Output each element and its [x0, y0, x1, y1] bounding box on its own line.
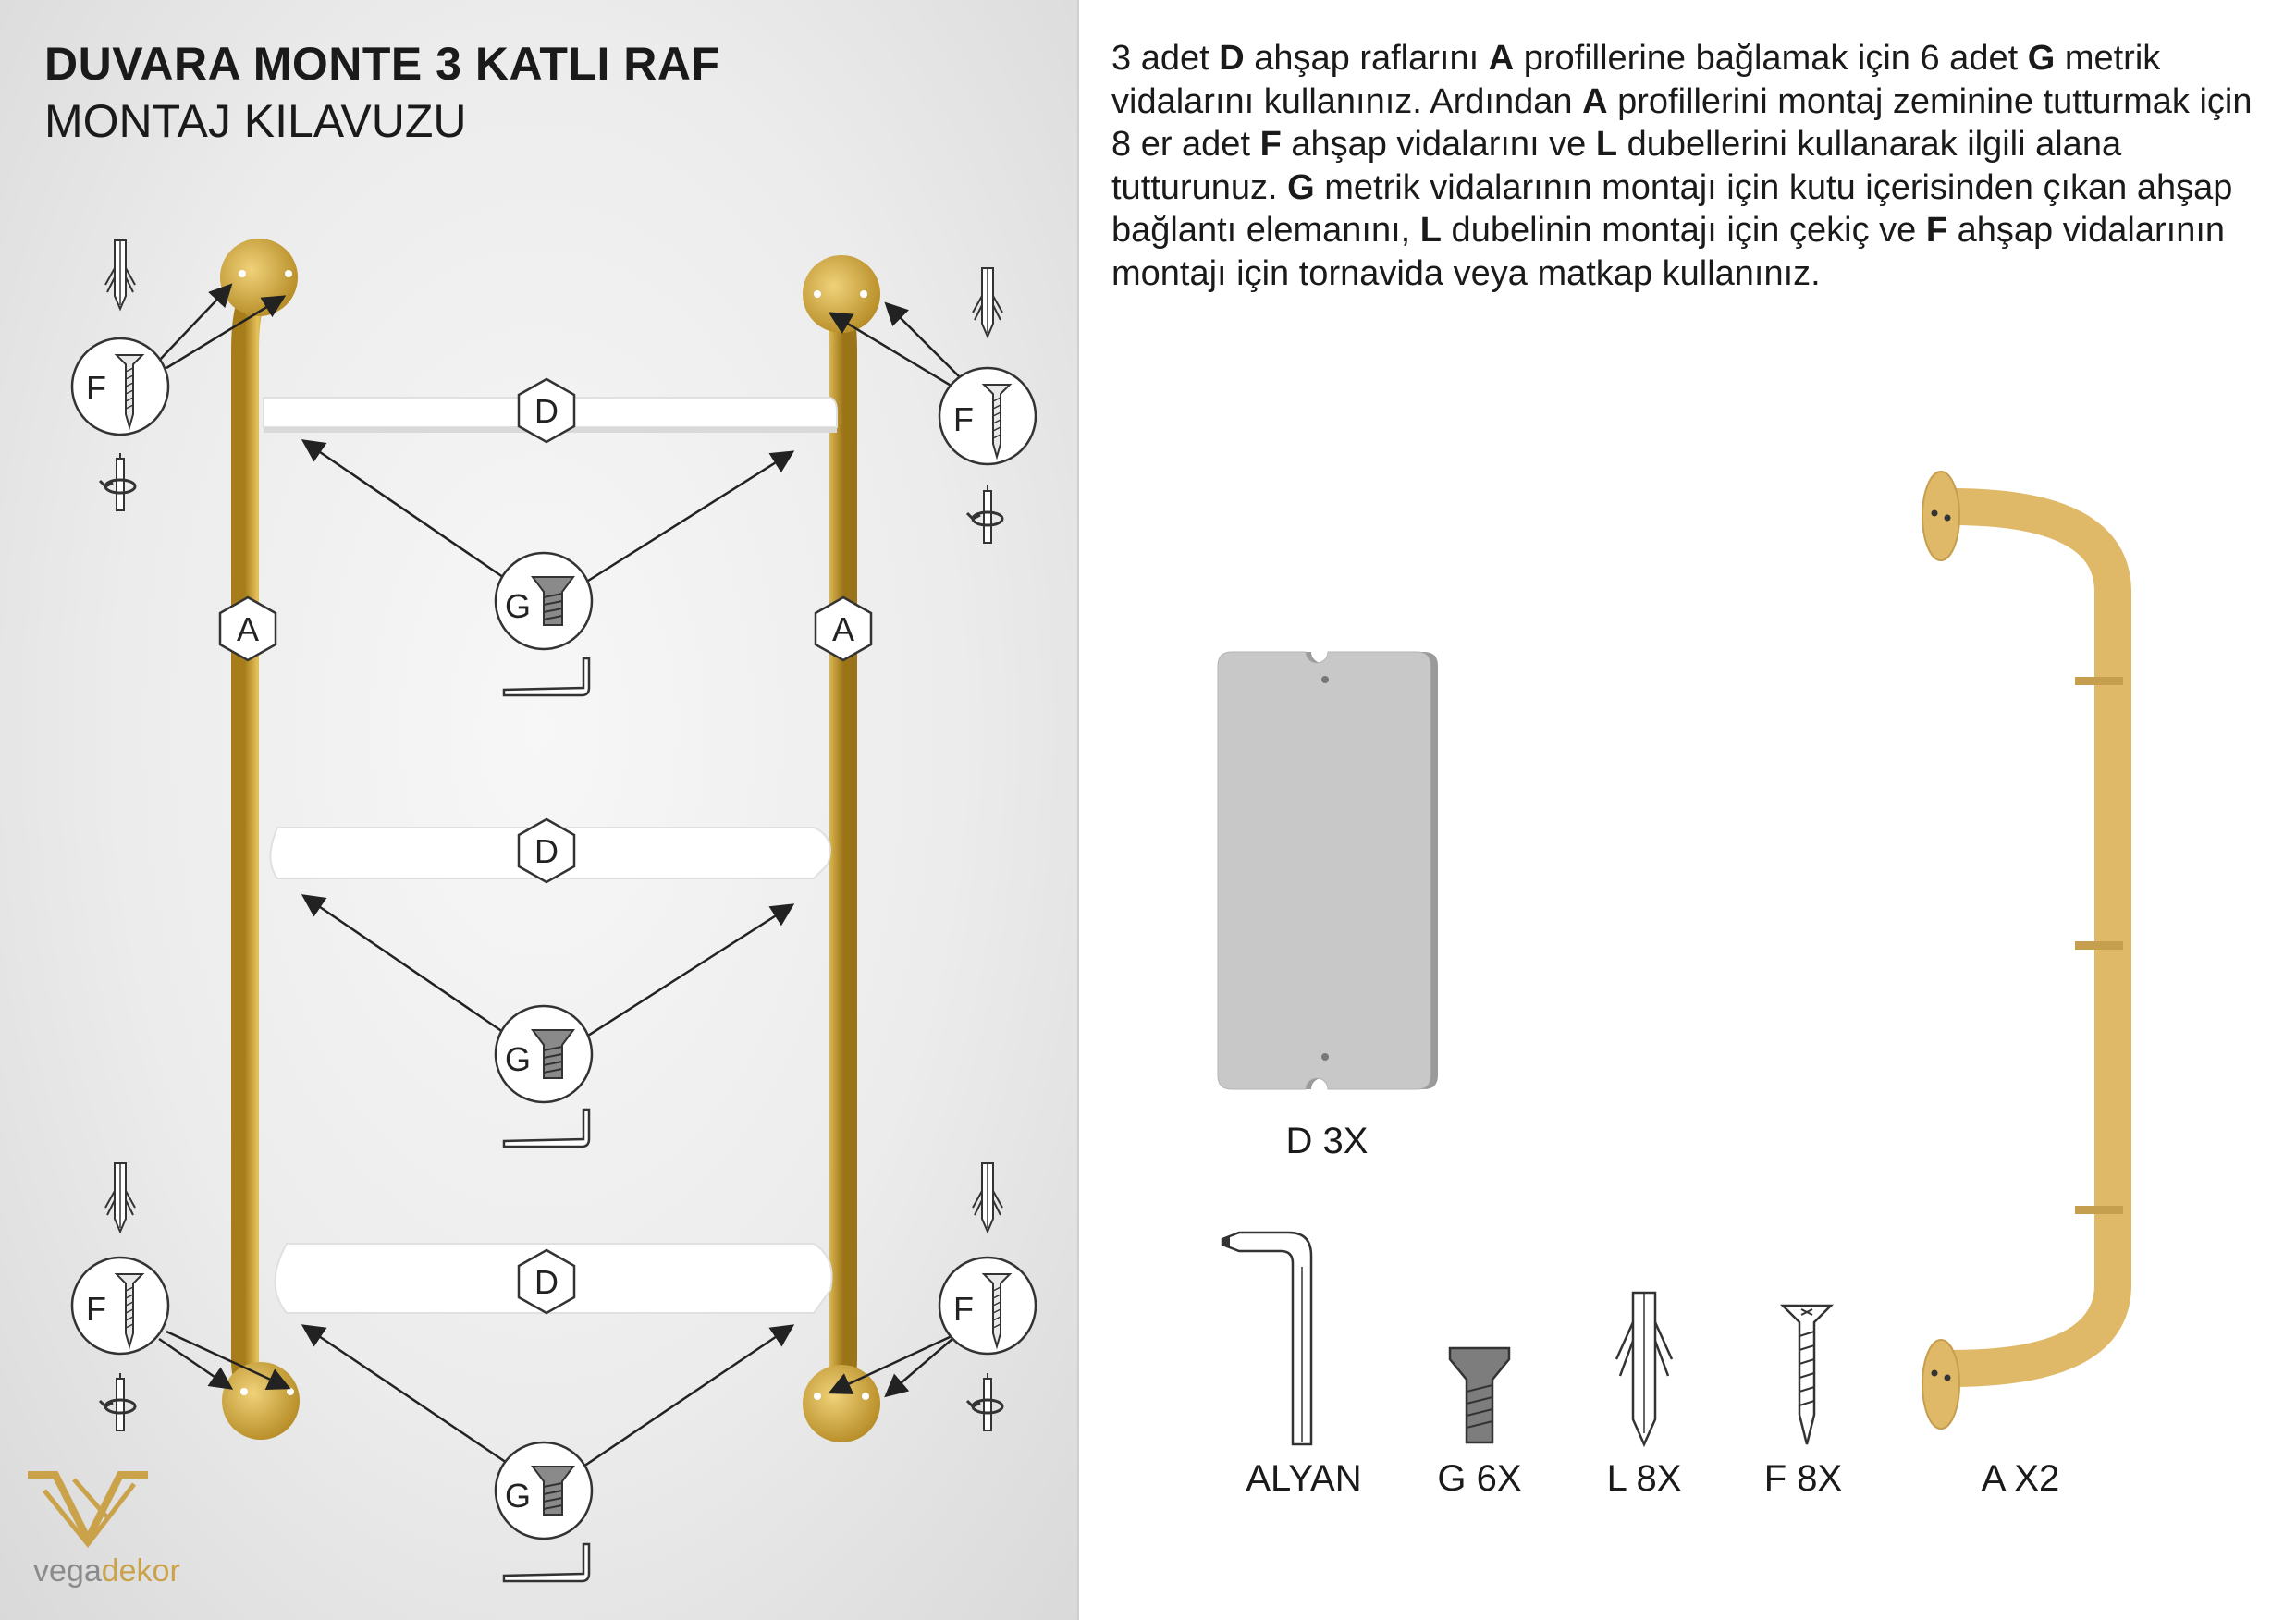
instruction-text-segment: metrik vidalarını kullanınız. Ardından	[1111, 39, 2161, 121]
callout-f-label: F	[953, 400, 974, 438]
callout-f-label: F	[86, 1290, 106, 1328]
part-metric-screw-g	[1450, 1348, 1509, 1442]
callout-d-label: D	[534, 832, 559, 870]
instruction-text-segment: profillerini montaj zeminine tutturmak için 8 er adet	[1111, 81, 2253, 164]
part-label-profile: A X2	[1981, 1458, 2060, 1499]
callout-a-label: A	[831, 610, 855, 648]
instruction-text-segment: dubellerini kullanarak ilgili alana tutturunuz.	[1111, 125, 2122, 207]
instruction-text-segment: profillerine bağlamak için 6 adet	[1514, 39, 2028, 78]
instruction-part-code: L	[1419, 211, 1442, 250]
part-label-shelf: D 3X	[1285, 1121, 1369, 1161]
callout-g-label: G	[504, 1040, 532, 1078]
instruction-text-segment: dubelinin montajı için çekiç ve	[1442, 211, 1926, 250]
part-profile-a	[1922, 472, 2123, 1429]
instruction-part-code: A	[1488, 39, 1515, 78]
instruction-part-code: F	[1925, 211, 1948, 250]
callout-d-label: D	[534, 1263, 559, 1301]
part-wood-screw-f	[1783, 1306, 1831, 1444]
instruction-text-segment: metrik vidalarının montajı için kutu içerisinden çıkan ahşap bağlantı elemanını,	[1111, 167, 2233, 250]
instruction-text-segment: ahşap raflarını	[1244, 39, 1489, 78]
callout-f-label: F	[86, 369, 106, 407]
instruction-text-segment: ahşap vidalarını ve	[1281, 125, 1596, 164]
part-label-metric-screw: G 6X	[1437, 1458, 1522, 1499]
page-title: DUVARA MONTE 3 KATLI RAF	[44, 38, 720, 90]
instruction-part-code: D	[1219, 39, 1245, 78]
instruction-text-segment: 3 adet	[1111, 39, 1220, 78]
brand-logo-part2: dekor	[101, 1553, 180, 1589]
callout-f-label: F	[953, 1290, 974, 1328]
part-label-allen: ALYAN	[1246, 1458, 1362, 1499]
part-label-dowel: L 8X	[1606, 1458, 1682, 1499]
brand-logo-part1: vega	[33, 1553, 102, 1589]
instruction-part-code: F	[1259, 125, 1282, 164]
callout-g-label: G	[504, 1477, 532, 1515]
instruction-part-code: L	[1595, 125, 1618, 164]
instruction-text-segment: ahşap vidalarının montajı için tornavida veya matkap kullanınız.	[1111, 211, 2226, 293]
part-shelf-d	[1218, 652, 1438, 1089]
callout-a-label: A	[236, 610, 260, 648]
part-dowel-l	[1616, 1293, 1672, 1444]
callout-d-label: D	[534, 392, 559, 430]
page-subtitle: MONTAJ KILAVUZU	[44, 95, 467, 147]
part-allen-key	[1222, 1233, 1311, 1444]
callout-g-label: G	[504, 587, 532, 625]
part-label-wood-screw: F 8X	[1763, 1458, 1843, 1499]
instruction-part-code: A	[1582, 81, 1608, 121]
instruction-part-code: G	[1287, 167, 1315, 207]
instruction-part-code: G	[2027, 39, 2056, 78]
